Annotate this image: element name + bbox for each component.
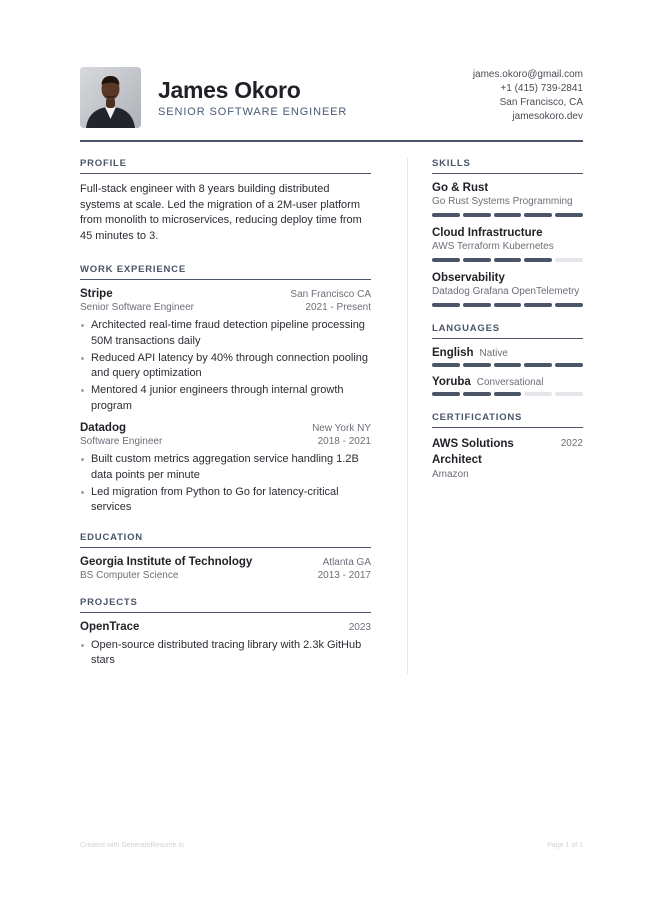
level-segment-filled — [524, 363, 552, 367]
language-level-bar — [432, 363, 583, 367]
skill-keywords: Go Rust Systems Programming — [432, 196, 573, 207]
education-heading: EDUCATION — [80, 532, 371, 548]
person-photo-icon — [80, 67, 141, 128]
certification-issuer: Amazon — [432, 469, 469, 480]
skill-level-bar — [432, 258, 583, 262]
level-segment-filled — [432, 392, 460, 396]
education-dates: 2013 - 2017 — [317, 569, 371, 581]
level-segment-filled — [432, 213, 460, 217]
contact-location: San Francisco, CA — [499, 97, 583, 108]
contact-block — [473, 68, 583, 124]
header-divider — [80, 140, 583, 142]
level-segment-filled — [494, 213, 522, 217]
level-segment-filled — [432, 363, 460, 367]
job-location: New York NY — [312, 423, 371, 434]
level-segment-filled — [555, 213, 583, 217]
footer-page-number: Page 1 of 1 — [547, 842, 583, 849]
job-dates: 2021 - Present — [305, 302, 371, 313]
skill-item — [432, 182, 583, 217]
language-level-bar — [432, 392, 583, 396]
skill-item — [432, 272, 583, 307]
education-degree: BS Computer Science — [80, 569, 179, 581]
language-item — [432, 376, 583, 396]
candidate-title: SENIOR SOFTWARE ENGINEER — [158, 106, 348, 118]
job-entry — [80, 288, 371, 414]
job-company: Datadog — [80, 422, 126, 434]
skill-level-bar — [432, 303, 583, 307]
contact-email[interactable]: james.okoro@gmail.com — [472, 69, 583, 80]
job-role: Senior Software Engineer — [80, 302, 194, 313]
languages-heading: LANGUAGES — [432, 323, 583, 339]
skill-name: Go & Rust — [432, 182, 489, 194]
languages-section — [432, 323, 583, 396]
bullet-item: Mentored 4 junior engineers through internal growth program — [80, 383, 371, 414]
side-column — [432, 158, 583, 496]
education-section — [80, 532, 371, 581]
bullet-item: Built custom metrics aggregation service handling 1.2B data points per minute — [80, 452, 371, 483]
work-section — [80, 264, 371, 516]
column-divider — [407, 158, 408, 674]
skills-section — [432, 158, 583, 307]
level-segment-filled — [555, 303, 583, 307]
level-segment-filled — [494, 363, 522, 367]
certification-name: AWS Solutions Architect — [432, 438, 514, 466]
level-segment-empty — [555, 392, 583, 396]
main-column — [80, 158, 371, 685]
project-bullets — [80, 638, 371, 669]
level-segment-filled — [432, 258, 460, 262]
skill-name: Observability — [432, 272, 505, 284]
projects-section — [80, 597, 371, 669]
level-segment-filled — [494, 258, 522, 262]
skill-item — [432, 227, 583, 262]
certification-year: 2022 — [560, 438, 583, 449]
work-heading: WORK EXPERIENCE — [80, 264, 371, 280]
job-role: Software Engineer — [80, 436, 163, 447]
job-bullets — [80, 318, 371, 414]
profile-heading: PROFILE — [80, 158, 371, 174]
level-segment-filled — [524, 213, 552, 217]
bullet-item: Architected real-time fraud detection pipeline processing 50M transactions daily — [80, 318, 371, 349]
skill-name: Cloud Infrastructure — [432, 227, 543, 239]
bullet-item: Open-source distributed tracing library with 2.3k GitHub stars — [80, 638, 371, 669]
project-year: 2023 — [348, 621, 371, 633]
level-segment-filled — [463, 363, 491, 367]
skill-keywords: AWS Terraform Kubernetes — [432, 241, 554, 252]
language-level: Native — [479, 348, 508, 359]
profile-summary: Full-stack engineer with 8 years building distributed systems at scale. Led the migration of a 2M-user platform from monolith to microservices, reducing deploy time from 45 minutes to 3. — [80, 183, 362, 242]
level-segment-filled — [432, 303, 460, 307]
job-entry — [80, 422, 371, 516]
skills-heading: SKILLS — [432, 158, 583, 174]
level-segment-filled — [524, 258, 552, 262]
job-bullets — [80, 452, 371, 516]
skill-keywords: Datadog Grafana OpenTelemetry — [432, 286, 580, 297]
job-location: San Francisco CA — [290, 289, 371, 300]
project-name: OpenTrace — [80, 620, 140, 633]
skill-level-bar — [432, 213, 583, 217]
language-level: Conversational — [476, 377, 544, 388]
projects-heading: PROJECTS — [80, 597, 371, 613]
level-segment-empty — [555, 258, 583, 262]
job-company: Stripe — [80, 288, 113, 300]
footer-credit: Created with GenerateResume.io — [80, 842, 184, 849]
level-segment-empty — [524, 392, 552, 396]
bullet-item: Reduced API latency by 40% through connection pooling and query optimization — [80, 351, 371, 382]
job-dates: 2018 - 2021 — [317, 436, 371, 447]
level-segment-filled — [524, 303, 552, 307]
level-segment-filled — [463, 213, 491, 217]
language-name: English — [432, 347, 474, 359]
language-item — [432, 347, 583, 367]
language-name: Yoruba — [432, 376, 471, 388]
education-location: Atlanta GA — [322, 556, 371, 568]
contact-phone[interactable]: +1 (415) 739-2841 — [500, 83, 583, 94]
certifications-section — [432, 412, 583, 480]
level-segment-filled — [494, 392, 522, 396]
level-segment-filled — [463, 303, 491, 307]
profile-photo — [80, 67, 141, 128]
education-school: Georgia Institute of Technology — [80, 555, 253, 568]
candidate-name: James Okoro — [158, 77, 301, 103]
level-segment-filled — [555, 363, 583, 367]
contact-website[interactable]: jamesokoro.dev — [512, 111, 583, 122]
bullet-item: Led migration from Python to Go for latency-critical services — [80, 485, 371, 516]
level-segment-filled — [494, 303, 522, 307]
level-segment-filled — [463, 392, 491, 396]
level-segment-filled — [463, 258, 491, 262]
certifications-heading: CERTIFICATIONS — [432, 412, 583, 428]
